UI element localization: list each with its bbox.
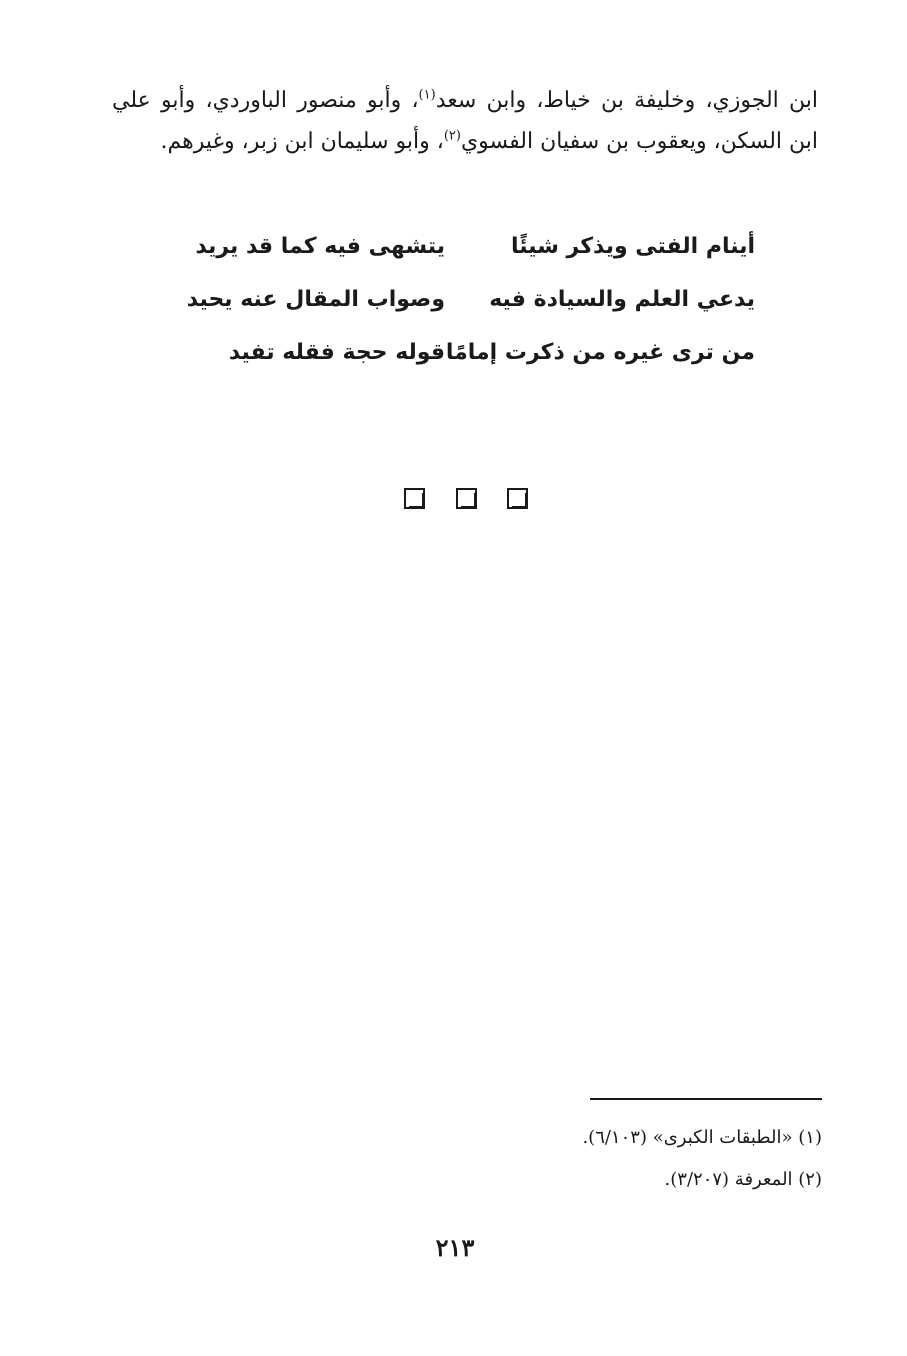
verse-second-hemistich: وصواب المقال عنه يحيد (186, 287, 445, 312)
footnotes (420, 1117, 822, 1201)
body-text-segment: ، وأبو سليمان ابن زبر، (241, 129, 444, 154)
verse-second-hemistich: قوله حجة فقله تفيد (228, 340, 445, 365)
body-paragraph (112, 80, 818, 162)
poem-verse (175, 220, 755, 273)
poem-verse (175, 273, 755, 326)
page-number: ٢١٣ (435, 1233, 475, 1262)
verse-first-hemistich: من ترى غيره من ذكرت إمامًا (445, 340, 755, 365)
verse-second-hemistich: يتشهى فيه كما قد يريد (195, 234, 445, 259)
verse-first-hemistich: أينام الفتى ويذكر شيئًا (511, 234, 755, 259)
footnote-separator (590, 1098, 822, 1100)
body-text-segment: وغيرهم. (160, 129, 235, 154)
poem-verse (175, 326, 755, 379)
verse-first-hemistich: يدعي العلم والسيادة فيه (489, 287, 755, 312)
poem (175, 220, 755, 379)
footnote-marker-1[interactable]: (١) (418, 87, 436, 103)
square-ornament-icon (507, 488, 528, 509)
body-text (112, 80, 818, 162)
square-ornament-icon (404, 488, 425, 509)
body-text-segment: علي ابن السكن، ويعقوب بن سفيان الفسوي (112, 88, 818, 154)
section-end-ornament (404, 488, 528, 509)
footnote-2: (٢) المعرفة (٣/٢٠٧). (664, 1169, 822, 1190)
body-text-segment: ابن الجوزي، وخليفة بن خياط، وابن سعد (435, 88, 818, 113)
footnote-marker-2[interactable]: (٢) (443, 128, 461, 144)
body-text-segment: ، وأبو منصور الباوردي، وأبو (161, 88, 419, 113)
square-ornament-icon (456, 488, 477, 509)
footnote-1: (١) «الطبقات الكبرى» (٦/١٠٣). (582, 1127, 822, 1148)
